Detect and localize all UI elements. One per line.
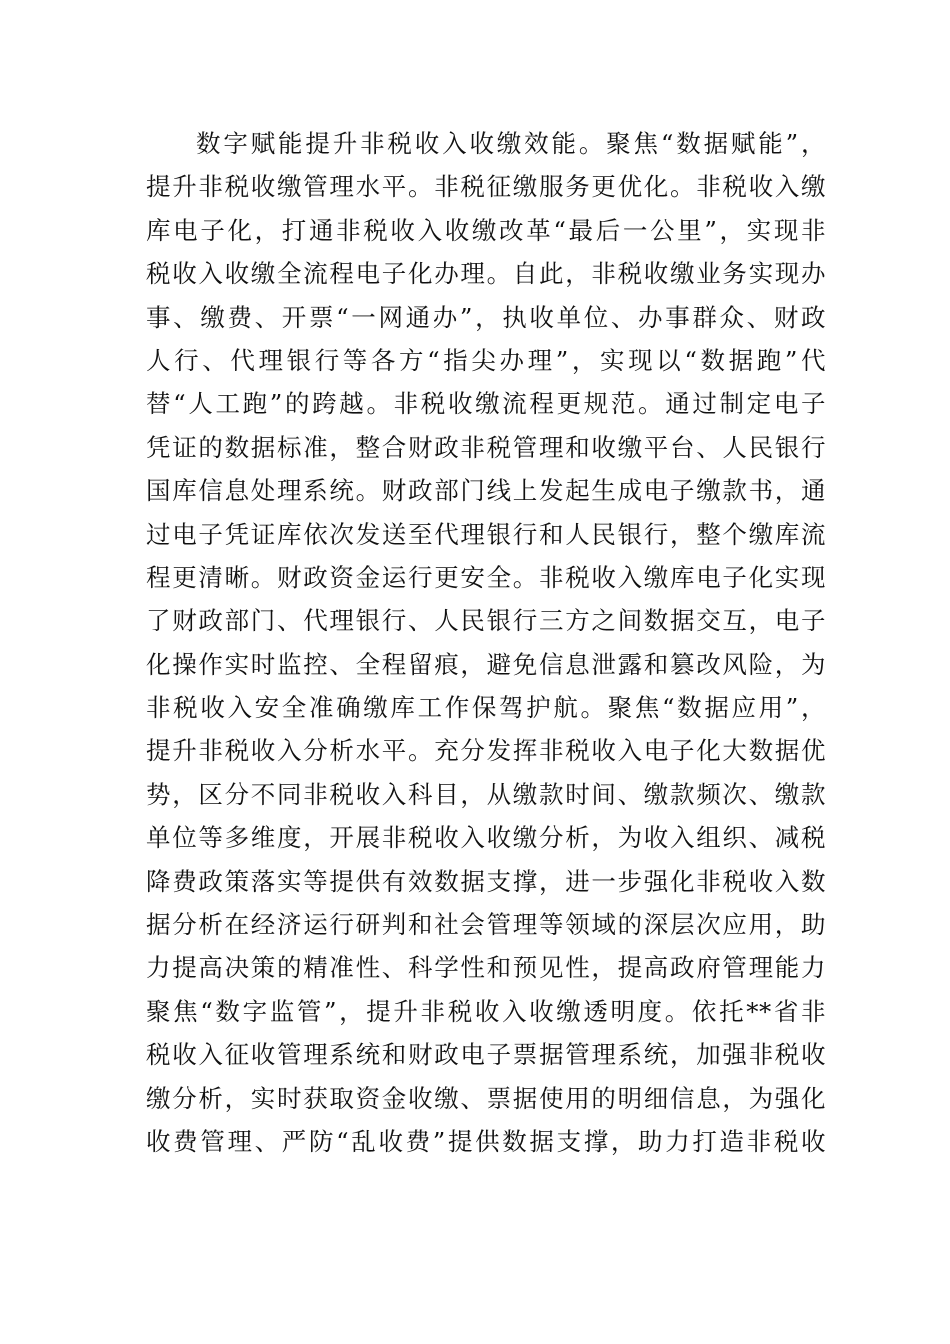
text-line: 据分析在经济运行研判和社会管理等领域的深层次应用，助: [146, 910, 826, 940]
text-line: 收费管理、严防“乱收费”提供数据支撑，助力打造非税收: [146, 1126, 826, 1156]
text-line: 税收入征收管理系统和财政电子票据管理系统，加强非税收: [146, 1040, 826, 1070]
text-line: 化操作实时监控、全程留痕，避免信息泄露和篡改风险，为: [146, 649, 826, 679]
text-line: 人行、代理银行等各方“指尖办理”，实现以“数据跑”代: [146, 345, 826, 375]
text-line: 聚焦“数字监管”，提升非税收入收缴透明度。依托**省非: [146, 996, 826, 1026]
text-line: 非税收入安全准确缴库工作保驾护航。聚焦“数据应用”，: [146, 693, 826, 723]
body-paragraph: [146, 122, 826, 1163]
text-line: 缴分析，实时获取资金收缴、票据使用的明细信息，为强化: [146, 1083, 826, 1113]
text-line: 数字赋能提升非税收入收缴效能。聚焦“数据赋能”，: [196, 129, 826, 158]
text-line: 势，区分不同非税收入科目，从缴款时间、缴款频次、缴款: [146, 779, 826, 809]
text-line: 凭证的数据标准，整合财政非税管理和收缴平台、人民银行: [146, 432, 826, 462]
text-line: 力提高决策的精准性、科学性和预见性，提高政府管理能力: [146, 953, 826, 983]
text-line: 替“人工跑”的跨越。非税收缴流程更规范。通过制定电子: [146, 389, 826, 419]
text-line: 库电子化，打通非税收入收缴改革“最后一公里”，实现非: [146, 215, 826, 245]
text-line: 过电子凭证库依次发送至代理银行和人民银行，整个缴库流: [146, 519, 826, 549]
text-line: 事、缴费、开票“一网通办”，执收单位、办事群众、财政: [146, 302, 826, 332]
text-line: 了财政部门、代理银行、人民银行三方之间数据交互，电子: [146, 606, 826, 636]
text-line: 单位等多维度，开展非税收入收缴分析，为收入组织、减税: [146, 823, 826, 853]
text-line: 税收入收缴全流程电子化办理。自此，非税收缴业务实现办: [146, 259, 826, 289]
text-line: 国库信息处理系统。财政部门线上发起生成电子缴款书，通: [146, 476, 826, 506]
text-line: 提升非税收入分析水平。充分发挥非税收入电子化大数据优: [146, 736, 826, 766]
text-line: 程更清晰。财政资金运行更安全。非税收入缴库电子化实现: [146, 562, 826, 592]
text-line: 降费政策落实等提供有效数据支撑，进一步强化非税收入数: [146, 866, 826, 896]
text-line: 提升非税收缴管理水平。非税征缴服务更优化。非税收入缴: [146, 172, 826, 202]
